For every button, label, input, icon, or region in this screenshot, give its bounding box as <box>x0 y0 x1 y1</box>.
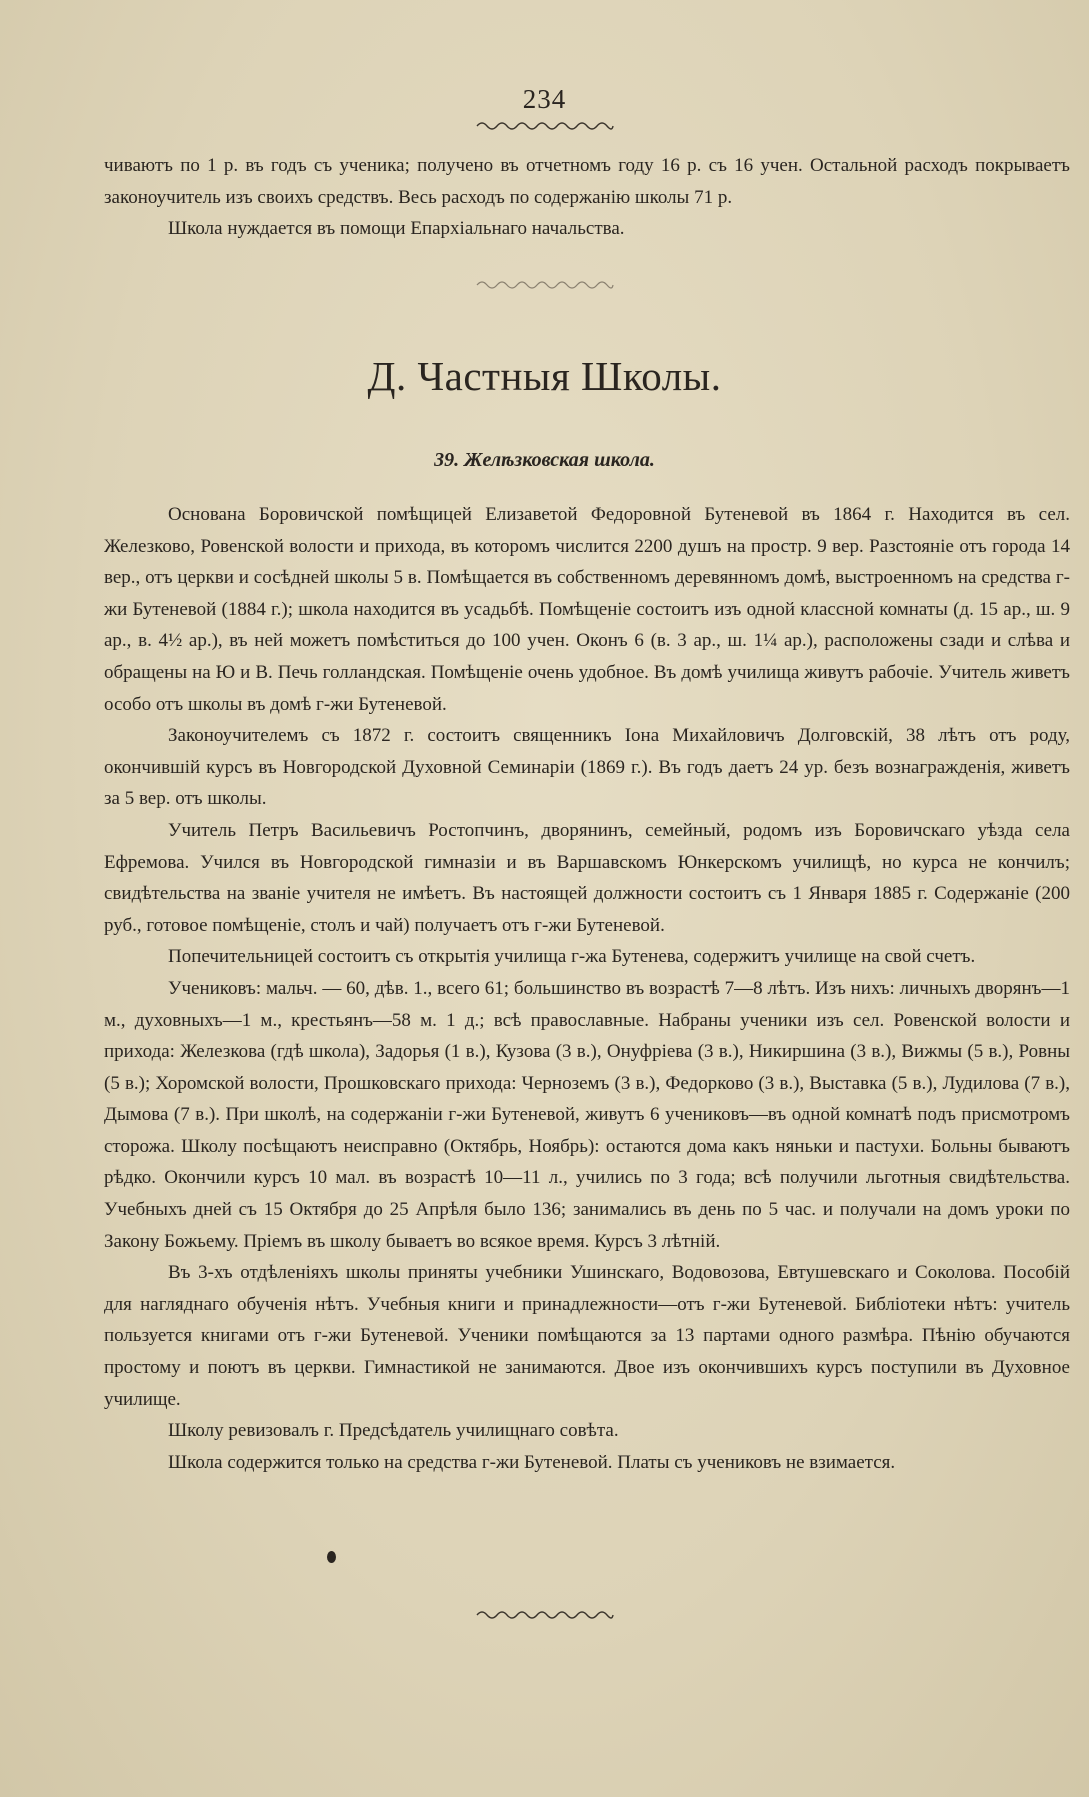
school-title: 39. Желѣзковская школа. <box>434 449 655 471</box>
intro-text <box>104 150 1070 245</box>
body-paragraph: Школа содержится только на средства г-жи Бутеневой. Платы съ учениковъ не взимается. <box>168 1451 896 1473</box>
body-paragraph: Школу ревизовалъ г. Предсѣдатель училищнаго совѣта. <box>168 1420 619 1442</box>
body-paragraph: Въ 3-хъ отдѣленіяхъ школы приняты учебники Ушинскаго, Водовозова, Евтушевскаго и Соколова. Пособій для нагляднаго обученія нѣтъ. Учебныя книги и принадлежности—отъ г-жи Бутеневой. Библіотеки нѣтъ: учитель пользуется книгами отъ г-жи Бутеневой. Ученики помѣщаются за 13 партами одного размѣра. Пѣнію обучаются простому и поютъ въ церкви. Гимнастикой не занимаются. Двое изъ окончившихъ курсъ поступили въ Духовное училище. <box>104 1262 1070 1410</box>
page-number: 234 <box>522 84 567 114</box>
body-paragraph: Попечительницей состоитъ съ открытія училища г-жа Бутенева, содержитъ училище на свой счетъ. <box>168 946 976 968</box>
body-paragraph: Учитель Петръ Васильевичъ Ростопчинъ, дворянинъ, семейный, родомъ изъ Боровичскаго уѣзда села Ефремова. Учился въ Новгородской гимназіи и въ Варшавскомъ Юнкерскомъ училищѣ, но курса не кончилъ; свидѣтельства на званіе учителя не имѣетъ. Въ настоящей должности состоитъ съ 1 Января 1885 г. Содержаніе (200 руб., готовое помѣщеніе, столъ и чай) получаетъ отъ г-жи Бутеневой. <box>104 819 1070 936</box>
ornament-divider-bottom <box>475 1607 615 1621</box>
body-paragraph: Учениковъ: мальч. — 60, дѣв. 1., всего 61; большинство въ возрастѣ 7—8 лѣтъ. Изъ нихъ: личныхъ дворянъ—1 м., духовныхъ—1 м., крестьянъ—58 м. 1 д.; всѣ православные. Набраны ученики изъ сел. Ровенской волости и прихода: Железкова (гдѣ школа), Задорья (1 в.), Кузова (3 в.), Онуфріева (3 в.), Никиршина (3 в.), Вижмы (5 в.), Ровны (5 в.); Хоромской волости, Прошковскаго прихода: Черноземъ (3 в.), Федорково (3 в.), Выставка (5 в.), Лудилова (7 в.), Дымова (7 в.). При школѣ, на содержаніи г-жи Бутеневой, живутъ 6 учениковъ—въ одной комнатѣ подъ присмотромъ сторожа. Школу посѣщаютъ неисправно (Октябрь, Ноябрь): остаются дома какъ няньки и пастухи. Больны бываютъ рѣдко. Окончили курсъ 10 мал. въ возрастѣ 10—11 л., учились по 3 года; всѣ получили льготныя свидѣтельства. Учебныхъ дней съ 15 Октября до 25 Апрѣля было 136; занимались въ день по 5 час. и получали на домъ уроки по Закону Божьему. Пріемъ въ школу бываетъ во всякое время. Курсъ 3 лѣтній. <box>104 977 1070 1252</box>
ornament-divider-middle <box>475 277 615 291</box>
body-paragraph: Законоучителемъ съ 1872 г. состоитъ священникъ Іона Михайловичъ Долговскій, 38 лѣтъ отъ роду, окончившій курсъ въ Новгородской Духовной Семинаріи (1869 г.). Въ годъ даетъ 24 ур. безъ вознагражденія, живетъ за 5 вер. отъ школы. <box>104 725 1070 810</box>
ornament-divider-top <box>475 118 615 132</box>
section-title: Д. Частныя Школы. <box>367 353 722 399</box>
body-text <box>104 499 1070 1478</box>
intro-paragraph: Школа нуждается въ помощи Епархіальнаго начальства. <box>168 218 625 240</box>
body-paragraph: Основана Боровичской помѣщицей Елизаветой Федоровной Бутеневой въ 1864 г. Находится въ сел. Железково, Ровенской волости и прихода, въ которомъ числится 2200 душъ на простр. 9 вер. Разстояніе отъ города 14 вер., отъ церкви и сосѣдней школы 5 в. Помѣщается въ собственномъ деревянномъ домѣ, выстроенномъ на средства г-жи Бутеневой (1884 г.); школа находится въ усадьбѣ. Помѣщеніе состоитъ изъ одной классной комнаты (д. 15 ар., ш. 9 ар., в. 4½ ар.), въ ней можетъ помѣститься до 100 учен. Оконъ 6 (в. 3 ар., ш. 1¼ ар.), расположены сзади и слѣва и обращены на Ю и В. Печь голландская. Помѣщеніе очень удобное. Въ домѣ училища живутъ рабочіе. Учитель живетъ особо отъ школы въ домѣ г-жи Бутеневой. <box>104 504 1070 715</box>
ink-spot <box>327 1551 336 1563</box>
intro-paragraph: чиваютъ по 1 р. въ годъ съ ученика; получено въ отчетномъ году 16 р. съ 16 учен. Остальной расходъ покрываетъ законоучитель изъ своихъ средствъ. Весь расходъ по содержанію школы 71 р. <box>104 155 1070 208</box>
